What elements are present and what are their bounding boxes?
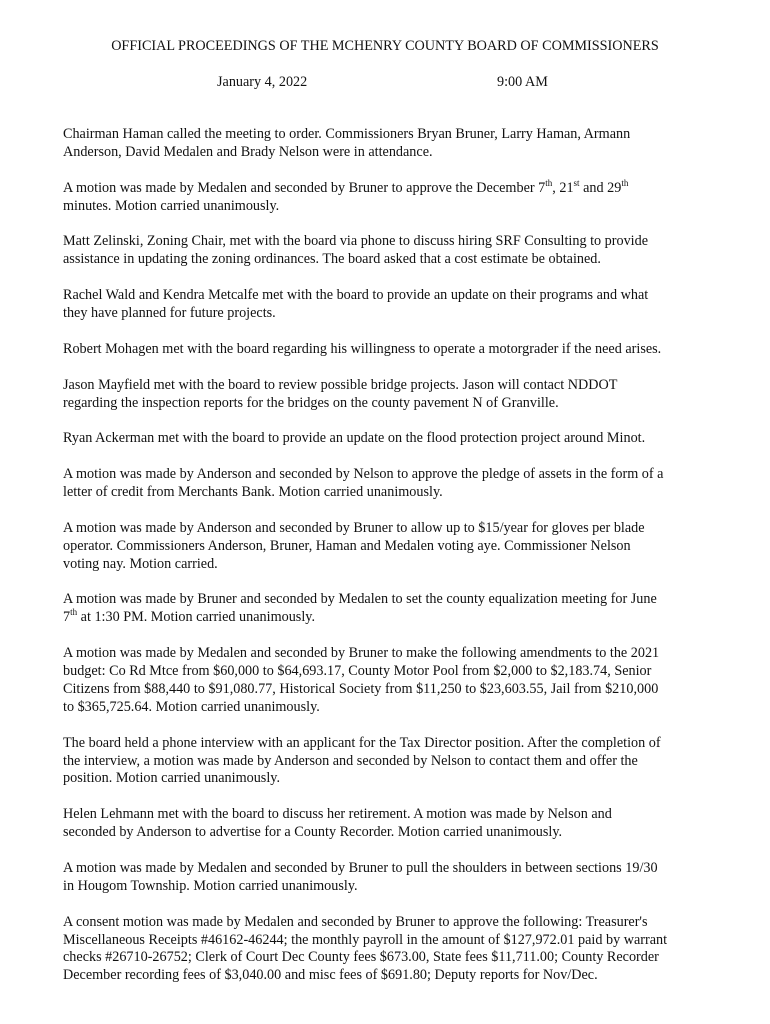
paragraph-shoulders: A motion was made by Medalen and seconded by Bruner to pull the shoulders in between sections 19/30 in Hougom Township. Motion carried unanimously.: [63, 859, 658, 894]
paragraph-budget-amendments: A motion was made by Medalen and seconded by Bruner to make the following amendments to the 2021 budget: Co Rd Mtce from $60,000 to $64,693.17, County Motor Pool from $2,000 to $2,183.74, Senior Citizens from $88,440 to $91,080.77, Historical Society from $11,250 to $23,603.55, Jail from $210,000 to $365,725.64. Motion carried unanimously.: [63, 645, 660, 715]
text-segment: A motion was made by Bruner and seconded by Medalen to set the county equalization meeting for June 7: [63, 591, 657, 626]
ordinal-suffix: th: [621, 177, 629, 188]
document-title: OFFICIAL PROCEEDINGS OF THE MCHENRY COUNTY BOARD OF COMMISSIONERS: [111, 38, 659, 54]
text-segment: A motion was made by Medalen and seconded by Bruner to approve the December 7: [63, 179, 546, 196]
ordinal-suffix: th: [545, 177, 553, 188]
paragraph-consent-motion: A consent motion was made by Medalen and seconded by Bruner to approve the following: Treasurer's Miscellaneous Receipts #46162-46244; the monthly payroll in the amount of $127,972.01 paid by warrant checks #26710-26752; Clerk of Court Dec County fees $673.00, State fees $11,711.00; County Recorder December recording fees of $3,040.00 and misc fees of $691.80; Deputy reports for Nov/Dec.: [63, 913, 668, 984]
paragraph-equalization-meeting: [63, 591, 713, 627]
text-segment: , 21: [552, 179, 574, 196]
paragraph-call-to-order: Chairman Haman called the meeting to order. Commissioners Bryan Bruner, Larry Haman, Armann Anderson, David Medalen and Brady Nelson were in attendance.: [63, 126, 631, 160]
proceedings-body: [63, 126, 713, 1003]
text-segment: minutes. Motion carried unanimously.: [63, 197, 280, 214]
meeting-time: 9:00 AM: [497, 74, 548, 90]
paragraph-motorgrader: Robert Mohagen met with the board regarding his willingness to operate a motorgrader if the need arises.: [63, 340, 662, 357]
paragraph-county-recorder: Helen Lehmann met with the board to discuss her retirement. A motion was made by Nelson and seconded by Anderson to advertise for a County Recorder. Motion carried unanimously.: [63, 806, 612, 841]
ordinal-suffix: th: [70, 607, 78, 618]
paragraph-flood-protection: Ryan Ackerman met with the board to provide an update on the flood protection project around Minot.: [63, 430, 646, 447]
paragraph-tax-director: The board held a phone interview with an applicant for the Tax Director position. After the completion of the interview, a motion was made by Anderson and seconded by Nelson to contact them and offer the position. Motion carried unanimously.: [63, 734, 661, 787]
ordinal-suffix: st: [573, 177, 580, 188]
paragraph-gloves-allowance: A motion was made by Anderson and seconded by Bruner to allow up to $15/year for gloves per blade operator. Commissioners Anderson, Bruner, Haman and Medalen voting aye. Commissioner Nelson voting nay. Motion carried.: [63, 519, 645, 572]
paragraph-pledge-of-assets: A motion was made by Anderson and seconded by Nelson to approve the pledge of assets in the form of a letter of credit from Merchants Bank. Motion carried unanimously.: [63, 466, 664, 501]
text-segment: and 29: [579, 179, 622, 196]
paragraph-zoning: Matt Zelinski, Zoning Chair, met with the board via phone to discuss hiring SRF Consulting to provide assistance in updating the zoning ordinances. The board asked that a cost estimate be obtained.: [63, 233, 649, 268]
paragraph-programs-update: Rachel Wald and Kendra Metcalfe met with the board to provide an update on their programs and what they have planned for future projects.: [63, 287, 649, 322]
paragraph-bridge-projects: Jason Mayfield met with the board to review possible bridge projects. Jason will contact NDDOT regarding the inspection reports for the bridges on the county pavement N of Granville.: [63, 376, 618, 411]
text-segment: at 1:30 PM. Motion carried unanimously.: [77, 609, 315, 626]
meeting-date: January 4, 2022: [217, 74, 308, 90]
paragraph-minutes-approval: [63, 177, 713, 216]
